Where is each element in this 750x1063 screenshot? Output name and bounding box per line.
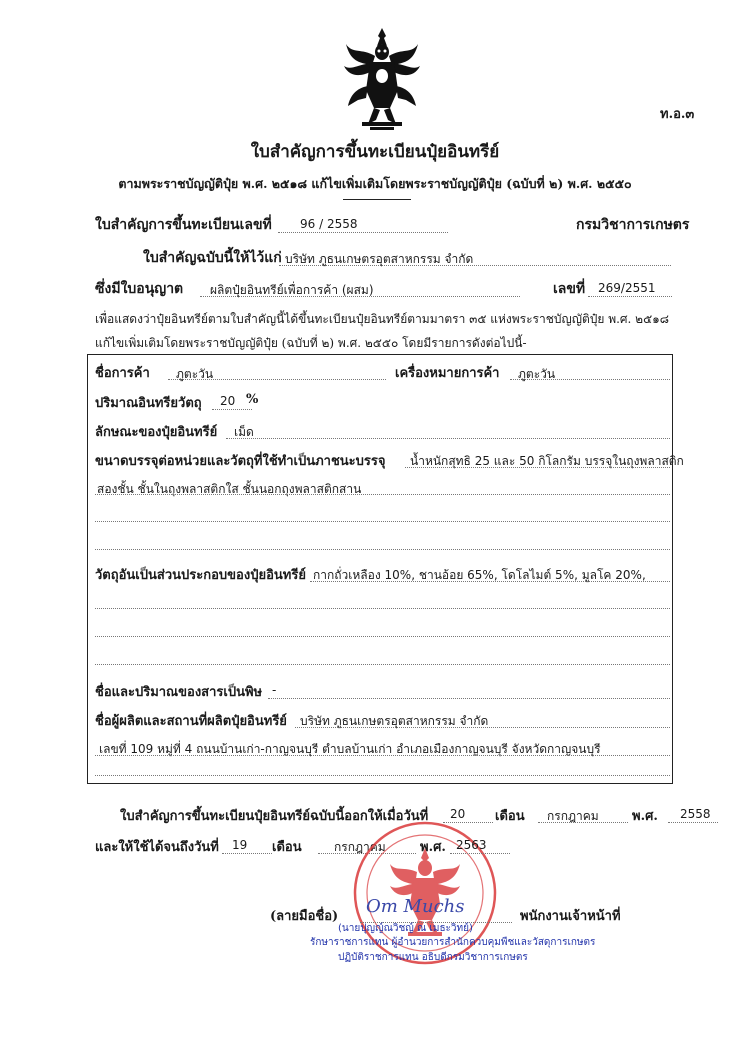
signer-title-line-1: รักษาราชการแทน ผู้อำนวยการสำนักควบคุมพืชและวัสดุการเกษตร: [310, 937, 596, 948]
producer-label: ชื่อผู้ผลิตและสถานที่ผลิตปุ๋ยอินทรีย์: [95, 714, 287, 729]
ingredients-dotline-3: [95, 636, 670, 637]
ingredients-dotline-1: [310, 581, 670, 582]
department-label: กรมวิชาการเกษตร: [576, 217, 690, 233]
license-no-value: 269/2551: [598, 281, 656, 295]
fertilizer-character-label: ลักษณะของปุ๋ยอินทรีย์: [95, 425, 218, 440]
signature: Om Muchs: [366, 896, 465, 917]
producer-dotline: [295, 727, 670, 728]
form-code: ท.อ.๓: [660, 107, 695, 122]
toxic-substance-label: ชื่อและปริมาณของสารเป็นพิษ: [95, 685, 263, 700]
issue-year-dotline: [668, 822, 718, 823]
reg-no-value: 96 / 2558: [300, 217, 358, 231]
producer-address: เลขที่ 109 หมู่ที่ 4 ถนนบ้านเก่า-กาญจนบุรี ตำบลบ้านเก่า อำเภอเมืองกาญจนบุรี จังหวัดกาญจนบุรี: [99, 742, 601, 756]
issue-year-label: พ.ศ.: [632, 809, 658, 824]
valid-year: 2563: [456, 838, 487, 852]
trademark-value: ภูตะวัน: [518, 367, 556, 381]
package-value-line-2: สองชั้น ชั้นในถุงพลาสติกใส ชั้นนอกถุงพลาสติกสาน: [97, 482, 362, 496]
issue-month: กรกฎาคม: [547, 809, 599, 823]
valid-year-dotline: [450, 853, 510, 854]
package-label: ขนาดบรรจุต่อหน่วยและวัตถุที่ใช้ทำเป็นภาชนะบรรจุ: [95, 454, 386, 469]
organic-matter-unit: %: [246, 392, 259, 407]
valid-year-label: พ.ศ.: [420, 840, 446, 855]
valid-month-label: เดือน: [272, 840, 302, 855]
signature-label: (ลายมือชื่อ): [270, 909, 339, 924]
trade-name-label: ชื่อการค้า: [95, 366, 150, 381]
organic-matter-label: ปริมาณอินทรียวัตถุ: [95, 396, 202, 411]
signer-name: (นายปุญญ์ณวิชญ์ ณ เมธะวิทย์): [338, 923, 473, 934]
ingredients-value: กากถั่วเหลือง 10%, ชานอ้อย 65%, โดโลไมต์ 5%, มูลโค 20%,: [313, 568, 646, 582]
reg-no-dotline: [278, 232, 448, 233]
page-subtitle: ตามพระราชบัญญัติปุ๋ย พ.ศ. ๒๕๑๘ แก้ไขเพิ่มเติมโดยพระราชบัญญัติปุ๋ย (ฉบับที่ ๒) พ.ศ. ๒๕๕๐: [118, 176, 632, 191]
ingredients-dotline-4: [95, 664, 670, 665]
producer-address-dotline-1: [95, 755, 670, 756]
statement-line-1: เพื่อแสดงว่าปุ๋ยอินทรีย์ตามใบสำคัญนี้ได้ขึ้นทะเบียนปุ๋ยอินทรีย์ตามมาตรา ๓๕ แห่งพระราชบัญญัติปุ๋ย พ.ศ. ๒๕๑๘: [95, 312, 670, 326]
fertilizer-character-dotline: [226, 438, 670, 439]
license-no-label: เลขที่: [553, 281, 586, 297]
organic-matter-value: 20: [220, 394, 236, 408]
issued-to-value: บริษัท ภูธนเกษตรอุตสาหกรรม จำกัด: [285, 252, 474, 266]
license-label: ซึ่งมีใบอนุญาต: [95, 281, 184, 297]
issued-to-label: ใบสำคัญฉบับนี้ให้ไว้แก่: [143, 250, 282, 266]
package-dotline-1: [405, 467, 670, 468]
signer-title-line-2: ปฏิบัติราชการแทน อธิบดีกรมวิชาการเกษตร: [338, 952, 528, 963]
producer-value: บริษัท ภูธนเกษตรอุตสาหกรรม จำกัด: [300, 714, 489, 728]
package-value-line-1: น้ำหนักสุทธิ 25 และ 50 กิโลกรัม บรรจุในถุงพลาสติก: [410, 454, 684, 468]
package-dotline-3: [95, 521, 670, 522]
valid-day: 19: [232, 838, 248, 852]
issue-month-label: เดือน: [495, 809, 525, 824]
fertilizer-character-value: เม็ด: [234, 425, 254, 439]
organic-matter-dotline: [212, 409, 252, 410]
issue-year: 2558: [680, 807, 711, 821]
license-value: ผลิตปุ๋ยอินทรีย์เพื่อการค้า (ผสม): [210, 283, 374, 297]
subtitle-underline: [343, 199, 411, 200]
reg-no-label: ใบสำคัญการขึ้นทะเบียนเลขที่: [95, 217, 272, 233]
package-dotline-2: [95, 494, 670, 495]
valid-day-dotline: [222, 853, 272, 854]
statement-line-2: แก้ไขเพิ่มเติมโดยพระราชบัญญัติปุ๋ย (ฉบับที่ ๒) พ.ศ. ๒๕๕๐ โดยมีรายการดังต่อไปนี้-: [95, 336, 527, 350]
ingredients-dotline-2: [95, 608, 670, 609]
toxic-substance-value: -: [272, 683, 277, 697]
license-no-dotline: [588, 296, 672, 297]
ingredients-label: วัตถุอันเป็นส่วนประกอบของปุ๋ยอินทรีย์: [95, 568, 306, 583]
toxic-substance-dotline: [268, 698, 670, 699]
trademark-label: เครื่องหมายการค้า: [395, 366, 500, 381]
producer-address-dotline-2: [95, 775, 670, 776]
page-title: ใบสำคัญการขึ้นทะเบียนปุ๋ยอินทรีย์: [250, 142, 500, 162]
issue-day: 20: [450, 807, 466, 821]
valid-until-label: และให้ใช้ได้จนถึงวันที่: [95, 840, 219, 855]
trade-name-value: ภูตะวัน: [176, 367, 214, 381]
package-dotline-4: [95, 549, 670, 550]
officer-label: พนักงานเจ้าหน้าที่: [520, 909, 621, 924]
issue-date-label: ใบสำคัญการขึ้นทะเบียนปุ๋ยอินทรีย์ฉบับนี้ออกให้เมื่อวันที่: [120, 809, 429, 824]
valid-month: กรกฎาคม: [334, 840, 386, 854]
garuda-emblem-icon: [340, 26, 424, 134]
